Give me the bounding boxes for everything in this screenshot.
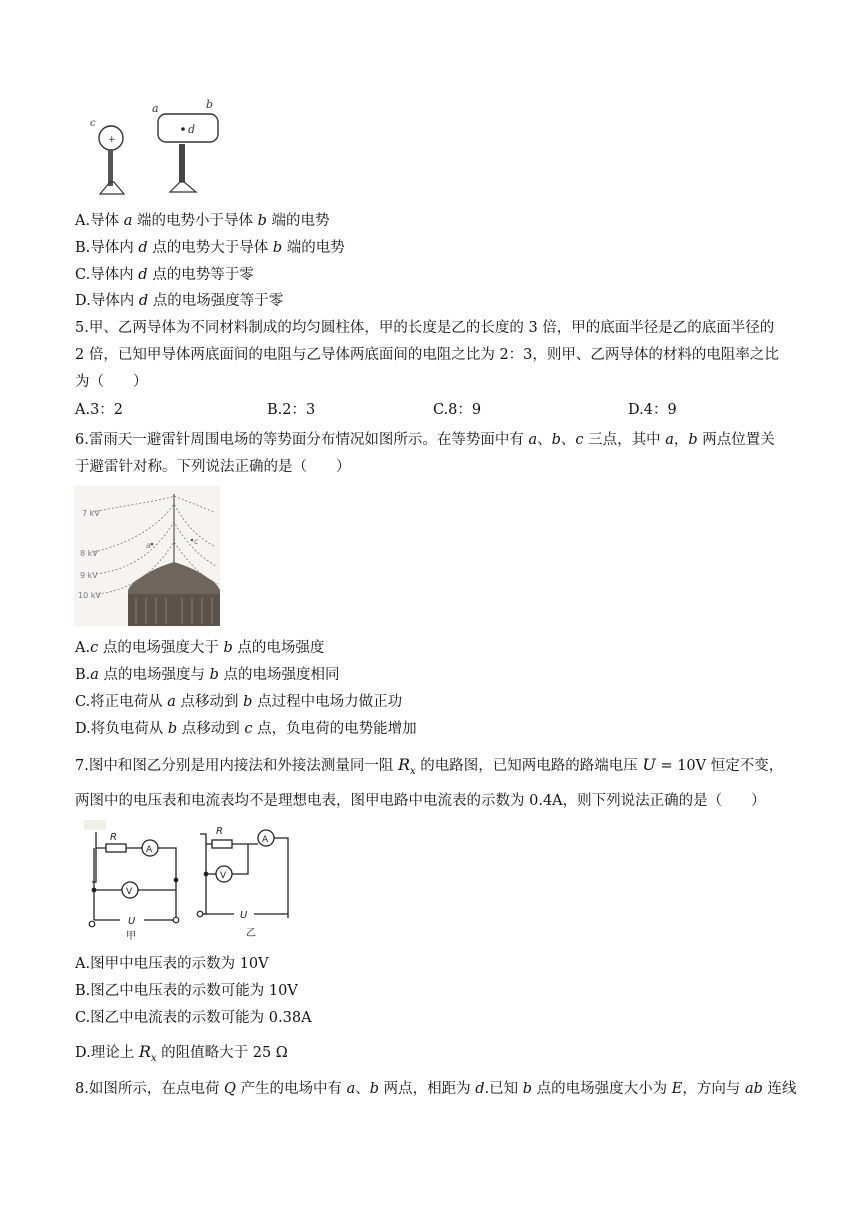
q6-label-a: a	[146, 541, 151, 550]
q6-label-8kv: 8 kV	[80, 549, 98, 558]
q6-label-9kv: 9 kV	[80, 571, 98, 580]
q5-stem-line2: 2 倍，已知甲导体两底面间的电阻与乙导体两底面间的电阻之比为 2：3，则甲、乙两导体的材料的电阻率之比	[75, 347, 779, 363]
q5-stem-line3: 为（ ）	[75, 374, 148, 390]
q4-option-c: C.导体内 d 点的电势等于零	[75, 267, 254, 283]
q7-option-a: A.图甲中电压表的示数为 10V	[75, 956, 269, 972]
q6-option-c: C.将正电荷从 a 点移动到 b 点过程中电场力做正功	[75, 694, 403, 710]
q4-option-b: B.导体内 d 点的电势大于导体 b 端的电势	[75, 240, 345, 256]
q4-option-d: D.导体内 d 点的电场强度等于零	[75, 293, 284, 309]
q4-label-c: c	[90, 118, 96, 129]
q8-stem-line1: 8.如图所示，在点电荷 Q 产生的电场中有 a、b 两点，相距为 d.已知 b 点的电场强度大小为 E，方向与 ab 连线	[75, 1081, 797, 1097]
q4-label-a: a	[152, 102, 159, 115]
q4-figure	[84, 98, 224, 198]
q6-stem-line2: 于避雷针对称。下列说法正确的是（ ）	[75, 459, 351, 475]
q6-figure	[74, 486, 220, 626]
q6-option-d: D.将负电荷从 b 点移动到 c 点，负电荷的电势能增加	[75, 721, 417, 737]
q7-stem-line2: 两图中的电压表和电流表均不是理想电表，图甲电路中电流表的示数为 0.4A，则下列说法正确的是（ ）	[75, 793, 766, 809]
q6-label-10kv: 10 kV	[78, 591, 101, 600]
q7-stem-line1: 7.图中和图乙分别是用内接法和外接法测量同一阻 $R_x$ 的电路图，已知两电路的路端电压 U = 10V 恒定不变，	[75, 755, 784, 777]
q7-label-v-yi: V	[220, 871, 227, 881]
q4-label-d: d	[188, 123, 196, 136]
q6-stem-line1: 6.雷雨天一避雷针周围电场的等势面分布情况如图所示。在等势面中有 a、b、c 三点，其中 a，b 两点位置关	[75, 432, 775, 448]
q5-option-c: C.8：9	[433, 402, 482, 418]
q5-option-d: D.4：9	[628, 402, 677, 418]
q7-figure	[70, 818, 300, 942]
q7-label-jia: 甲	[126, 931, 136, 942]
q6-label-7kv: 7 kV	[82, 509, 100, 518]
q5-options	[75, 398, 795, 418]
q7-option-d: D.理论上 $R_x$ 的阻值略大于 25 Ω	[75, 1042, 288, 1064]
q4-option-a: A.导体 a 端的电势小于导体 b 端的电势	[75, 213, 330, 229]
q6-option-a: A.c 点的电场强度大于 b 点的电场强度	[75, 640, 325, 656]
q7-label-yi: 乙	[246, 928, 256, 939]
q7-label-r-jia: R	[110, 832, 117, 843]
q5-option-b: B.2：3	[267, 402, 316, 418]
svg-text:+: +	[108, 135, 116, 145]
q7-label-r-yi: R	[216, 826, 223, 837]
q7-label-a-yi: A	[262, 835, 269, 845]
q4-label-b: b	[206, 98, 214, 111]
q7-option-c: C.图乙中电流表的示数可能为 0.38A	[75, 1010, 312, 1026]
q7-label-u-yi: U	[240, 910, 248, 921]
q5-option-a: A.3：2	[75, 402, 124, 418]
q7-label-a-jia: A	[146, 845, 153, 855]
q7-label-u-jia: U	[128, 916, 136, 927]
q6-label-c: c	[194, 537, 199, 546]
q6-option-b: B.a 点的电场强度与 b 点的电场强度相同	[75, 667, 340, 683]
q5-stem-line1: 5.甲、乙两导体为不同材料制成的均匀圆柱体，甲的长度是乙的长度的 3 倍，甲的底面半径是乙的底面半径的	[75, 320, 775, 336]
q7-label-v-jia: V	[126, 887, 133, 897]
q7-option-b: B.图乙中电压表的示数可能为 10V	[75, 983, 298, 999]
